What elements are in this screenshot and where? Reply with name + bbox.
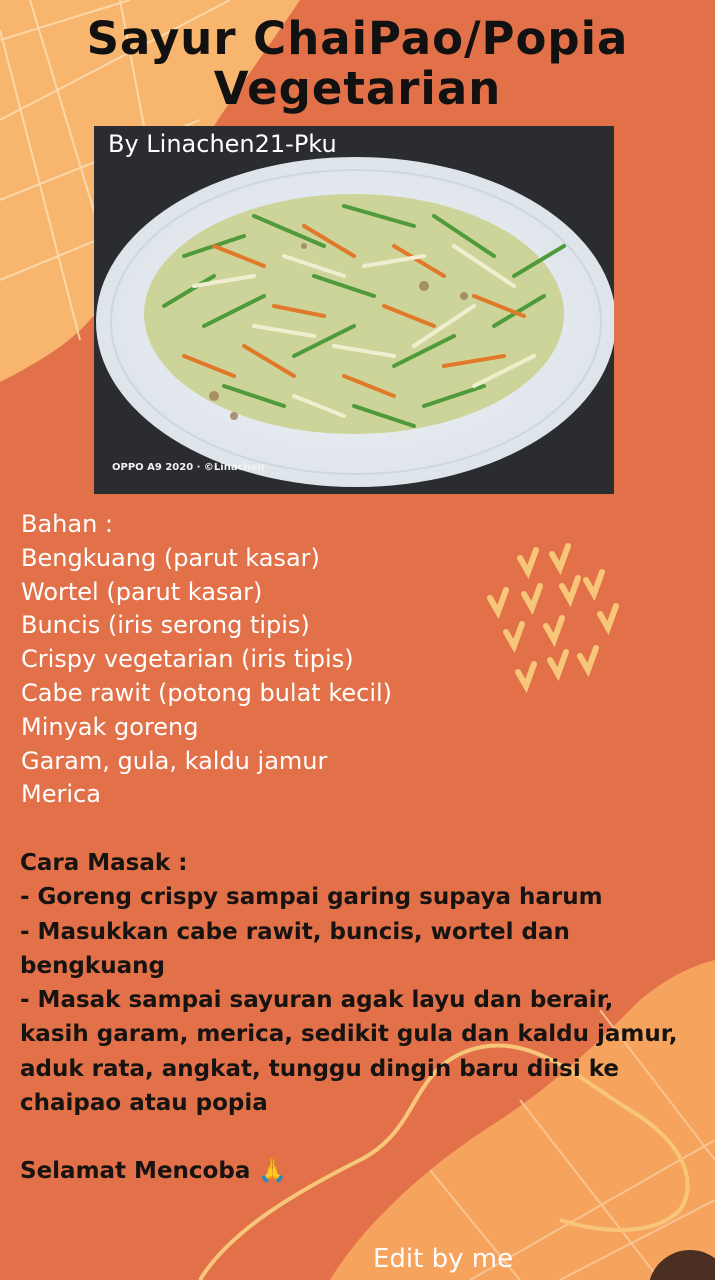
photo-watermark: OPPO A9 2020 · ©Linachen xyxy=(112,462,265,473)
ingredients-section xyxy=(21,508,392,812)
ingredient-item: Wortel (parut kasar) xyxy=(21,577,263,606)
closing-line xyxy=(20,1157,287,1184)
ingredient-item: Cabe rawit (potong bulat kecil) xyxy=(21,678,393,707)
method-section xyxy=(20,846,690,1120)
footer-credit: Edit by me xyxy=(373,1244,514,1274)
ingredient-item: Buncis (iris serong tipis) xyxy=(21,611,310,640)
method-step: - Masukkan cabe rawit, buncis, wortel dan bengkuang xyxy=(20,918,570,979)
ingredient-item: Merica xyxy=(21,780,101,809)
title-line-1: Sayur ChaiPao/Popia xyxy=(86,12,629,65)
dish-illustration xyxy=(94,126,614,494)
praying-hands-icon: 🙏 xyxy=(258,1158,287,1184)
ingredient-item: Garam, gula, kaldu jamur xyxy=(21,746,328,775)
ingredient-item: Minyak goreng xyxy=(21,712,199,741)
ingredient-item: Bengkuang (parut kasar) xyxy=(21,543,320,572)
ingredients-heading: Bahan : xyxy=(21,510,114,538)
dish-photo xyxy=(94,126,614,494)
method-step: - Masak sampai sayuran agak layu dan berair, kasih garam, merica, sedikit gula dan kaldu jamur, aduk rata, angkat, tunggu dingin baru diisi ke chaipao atau popia xyxy=(20,987,678,1117)
method-heading: Cara Masak : xyxy=(20,850,188,876)
page-title xyxy=(0,14,715,114)
check-marks-decoration xyxy=(480,540,640,700)
closing-text: Selamat Mencoba xyxy=(20,1158,251,1184)
title-line-2: Vegetarian xyxy=(213,62,502,115)
photo-byline: By Linachen21-Pku xyxy=(108,130,337,158)
method-step: - Goreng crispy sampai garing supaya harum xyxy=(20,884,603,911)
ingredient-item: Crispy vegetarian (iris tipis) xyxy=(21,645,354,674)
